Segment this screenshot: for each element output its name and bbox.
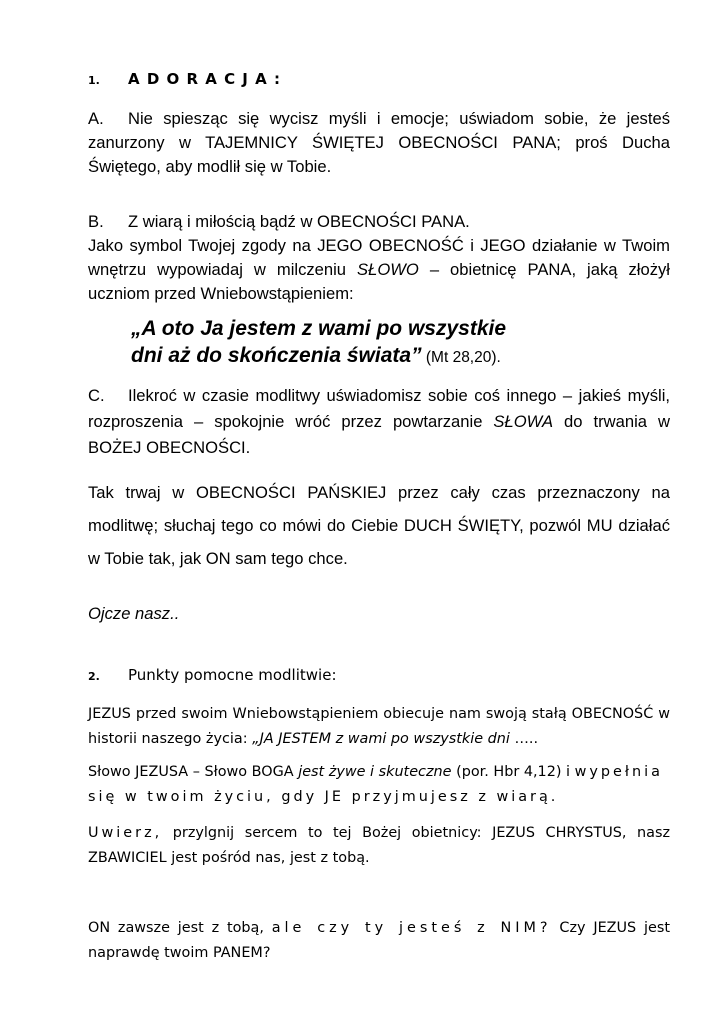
section-2-number: 2. — [88, 670, 100, 683]
point-1-text-after: ….. — [509, 731, 539, 747]
point-2 — [88, 760, 670, 810]
quote-line-1: „A oto Ja jestem z wami po wszystkie — [131, 317, 507, 340]
point-3 — [88, 821, 670, 871]
paragraph-b-body — [88, 234, 670, 306]
paragraph-b-line1: Z wiarą i miłością bądź w OBECNOŚCI PANA. — [128, 212, 470, 231]
paragraph-c-text-before: Ilekroć w czasie modlitwy uświadomisz sobie coś innego – jakieś myśli, rozproszenia – spokojnie wróć przez powtarzanie — [88, 386, 670, 431]
point-2-text-before: Słowo JEZUSA – Słowo BOGA — [88, 764, 299, 780]
quote-reference: (Mt 28,20). — [421, 349, 501, 366]
point-1-italic: „JA JESTEM z wami po wszystkie dni — [252, 731, 510, 747]
point-4 — [88, 916, 670, 966]
paragraph-b-text-after: – obietnicę PANA, jaką złożył uczniom przed Wniebowstąpieniem: — [88, 260, 670, 303]
paragraph-c-text-after: do trwania w BOŻEJ OBECNOŚCI. — [88, 412, 670, 457]
paragraph-c-word: SŁOWA — [493, 412, 554, 431]
paragraph-b-first-line — [88, 210, 670, 234]
point-2-text-mid: (por. Hbr 4,12) i — [451, 764, 575, 780]
paragraph-b-label: B. — [88, 212, 104, 231]
point-2-spaced: wypełnia się w twoim życiu, gdy JE przyjmujesz z wiarą. — [88, 764, 663, 805]
paragraph-b-word: SŁOWO — [357, 260, 419, 279]
paragraph-a-label: A. — [88, 109, 104, 128]
paragraph-a-text: Nie spiesząc się wycisz myśli i emocje; uświadom sobie, że jesteś zanurzony w TAJEMNICY ŚWIĘTEJ OBECNOŚCI PANA; proś Ducha Świętego, aby modlił się w Tobie. — [88, 109, 670, 176]
scripture-quote — [131, 315, 651, 371]
ojcze-nasz: Ojcze nasz.. — [88, 604, 180, 623]
point-1-text-before: JEZUS przed swoim Wniebowstąpieniem obiecuje nam swoją stałą OBECNOŚĆ w historii naszego życia: — [88, 706, 670, 747]
point-4-spaced: ale czy ty jesteś z NIM? — [271, 920, 552, 936]
paragraph-trwaj — [88, 476, 670, 575]
point-2-italic: jest żywe i skuteczne — [298, 764, 452, 780]
quote-line-2: dni aż do skończenia świata” — [131, 344, 422, 367]
paragraph-c-label: C. — [88, 386, 105, 405]
section-1-title: A D O R A C J A : — [128, 70, 281, 88]
point-4-text-after: Czy JEZUS jest naprawdę twoim PANEM? — [88, 920, 670, 961]
paragraph-b-text-before: Jako symbol Twojej zgody na JEGO OBECNOŚĆ i JEGO działanie w Twoim wnętrzu wypowiadaj w milczeniu — [88, 236, 670, 279]
section-2-heading — [88, 666, 670, 684]
paragraph-a — [88, 107, 670, 179]
point-3-spaced: Uwierz, — [88, 825, 163, 841]
section-2-title: Punkty pomocne modlitwie: — [128, 666, 337, 684]
section-1-number: 1. — [88, 74, 100, 87]
point-1 — [88, 702, 670, 752]
paragraph-c — [88, 383, 670, 461]
point-4-text-before: ON zawsze jest z tobą, — [88, 920, 272, 936]
paragraph-b — [88, 210, 670, 306]
point-3-text-after: przylgnij sercem to tej Bożej obietnicy: JEZUS CHRYSTUS, nasz ZBAWICIEL jest pośród nas, jest z tobą. — [88, 825, 670, 866]
paragraph-trwaj-text: Tak trwaj w OBECNOŚCI PAŃSKIEJ przez cały czas przeznaczony na modlitwę; słuchaj tego co mówi do Ciebie DUCH ŚWIĘTY, pozwól MU działać w Tobie tak, jak ON sam tego chce. — [88, 483, 670, 568]
section-1-heading — [88, 70, 670, 88]
quote-line-2-wrap — [131, 342, 651, 371]
